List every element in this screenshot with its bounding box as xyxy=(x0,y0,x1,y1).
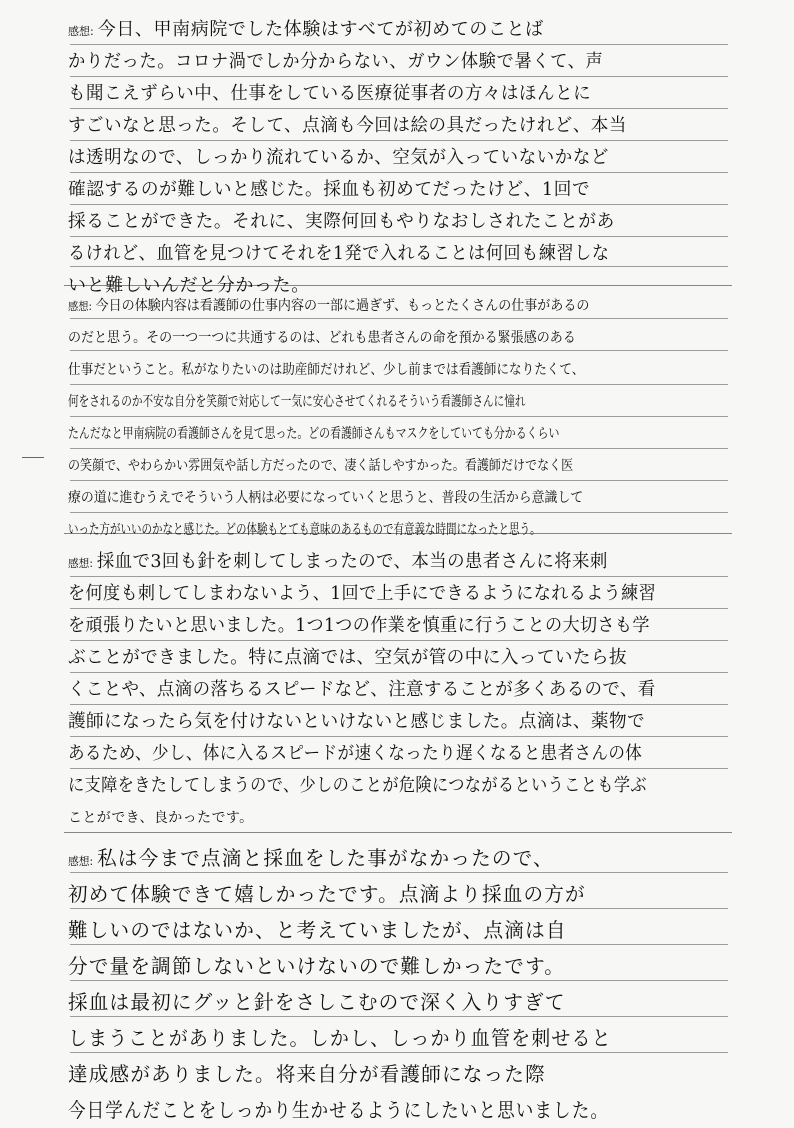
handwritten-line: たんだなと甲南病院の看護師さんを見て思った。どの看護師さんもマスクをしていても分かるくらい xyxy=(68,426,560,442)
handwritten-line: いった方がいいのかなと感じた。どの体験もとても意味のあるもので有意義な時間になったと思う。 xyxy=(68,522,541,538)
handwritten-line: 何をされるのか不安な自分を笑顔で対応して一気に安心させてくれるそういう看護師さんに憧れ xyxy=(68,394,526,410)
handwritten-line: は透明なので、しっかり流れているか、空気が入っていないかなど xyxy=(68,147,609,168)
handwritten-line: のだと思う。その一つ一つに共通するのは、どれも患者さんの命を預かる緊張感のある xyxy=(68,330,576,346)
handwritten-line: すごいなと思った。そして、点滴も今回は絵の具だったけれど、本当 xyxy=(68,115,627,136)
handwritten-line: 採血は最初にグッと針をさしこむので深く入りすぎて xyxy=(68,990,566,1014)
handwritten-line: 療の道に進むうえでそういう人柄は必要になっていくと思うと、普段の生活から意識して xyxy=(68,490,584,506)
handwritten-line: 護師になったら気を付けないといけないと感じました。点滴は、薬物で xyxy=(68,711,646,732)
impression-label: 感想: xyxy=(68,557,93,570)
handwritten-line: に支障をきたしてしまうので、少しのことが危険につながるということも学ぶ xyxy=(68,775,647,796)
handwritten-line: 採ることができた。それに、実際何回もやりなおしされたことがあ xyxy=(68,211,615,232)
handwritten-line: 難しいのではないか、と考えていましたが、点滴は自 xyxy=(68,918,567,942)
handwritten-line: を頑張りたいと思いました。1つ1つの作業を慎重に行うことの大切さも学 xyxy=(68,615,650,636)
margin-mark xyxy=(22,457,44,458)
handwritten-line: 達成感がありました。将来自分が看護師になった際 xyxy=(68,1062,546,1086)
handwritten-line: ぶことができました。特に点滴では、空気が管の中に入っていたら抜 xyxy=(68,647,627,668)
impression-section-1 xyxy=(68,14,736,302)
impression-section-2 xyxy=(68,290,736,546)
handwritten-line: の笑顔で、やわらかい雰囲気や話し方だったので、凄く話しやすかった。看護師だけでなく医 xyxy=(68,458,574,474)
handwritten-line: かりだった。コロナ渦でしか分からない、ガウン体験で暑くて、声 xyxy=(68,51,604,72)
impression-label: 感想: xyxy=(68,300,92,313)
handwritten-line: も聞こえずらい中、仕事をしている医療従事者の方々はほんとに xyxy=(68,83,592,104)
handwritten-line: 感想: 今日、甲南病院でした体験はすべてが初めてのことば xyxy=(68,19,544,40)
handwritten-line: 初めて体験できて嬉しかったです。点滴より採血の方が xyxy=(68,882,586,906)
handwritten-line: 確認するのが難しいと感じた。採血も初めてだったけど、1回で xyxy=(68,179,591,200)
impression-label: 感想: xyxy=(68,25,94,38)
impression-section-4 xyxy=(68,840,736,1128)
impression-section-3 xyxy=(68,546,736,834)
handwritten-line: 感想: 採血で3回も針を刺してしまったので、本当の患者さんに将来刺 xyxy=(68,551,608,572)
handwritten-line: あるため、少し、体に入るスピードが速くなったり遅くなると患者さんの体 xyxy=(68,743,643,764)
handwritten-line: 分で量を調節しないといけないので難しかったです。 xyxy=(68,954,566,978)
handwritten-line: ことができ、良かったです。 xyxy=(68,810,254,826)
handwritten-line: るけれど、血管を見つけてそれを1発で入れることは何回も練習しな xyxy=(68,243,610,264)
handwritten-line: 今日学んだことをしっかり生かせるようにしたいと思いました。 xyxy=(68,1098,610,1122)
impression-label: 感想: xyxy=(68,855,94,868)
handwritten-line: くことや、点滴の落ちるスピードなど、注意することが多くあるので、看 xyxy=(68,679,656,700)
handwritten-line: 感想: 私は今まで点滴と採血をした事がなかったので、 xyxy=(68,846,554,870)
handwritten-line: しまうことがありました。しかし、しっかり血管を刺せると xyxy=(68,1026,612,1050)
handwritten-line: いと難しいんだと分かった。 xyxy=(68,275,310,296)
handwritten-line: 感想: 今日の体験内容は看護師の仕事内容の一部に過ぎず、もっとたくさんの仕事があるの xyxy=(68,298,590,314)
handwritten-line: 仕事だということ。私がなりたいのは助産師だけれど、少し前までは看護師になりたくて、 xyxy=(68,362,585,378)
handwritten-line: を何度も刺してしまわないよう、1回で上手にできるようになれるよう練習 xyxy=(68,583,657,604)
